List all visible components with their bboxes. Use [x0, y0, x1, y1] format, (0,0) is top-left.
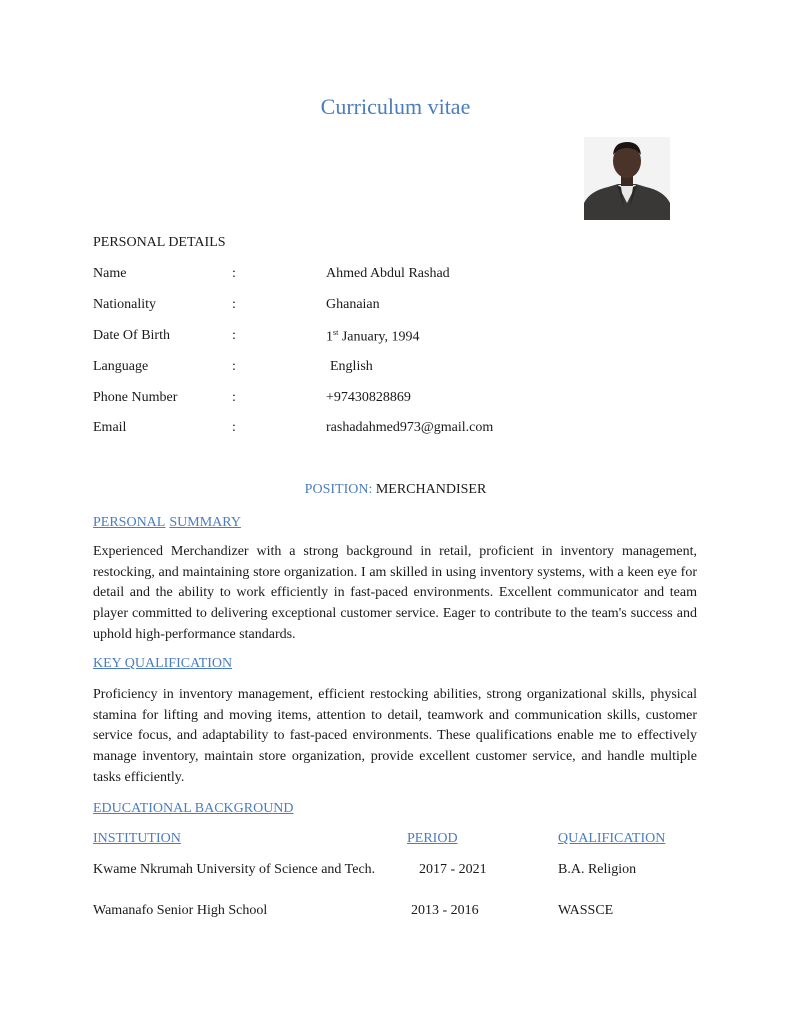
column-header-period: PERIOD [407, 831, 458, 846]
detail-value: +97430828869 [326, 390, 411, 405]
column-header-qualification: QUALIFICATION [558, 831, 666, 846]
detail-separator: : [232, 297, 236, 312]
detail-separator: : [232, 390, 236, 405]
detail-label: Email [93, 420, 127, 435]
profile-photo-image [584, 137, 670, 220]
position-label: POSITION: [304, 482, 373, 497]
key-qualification-heading: KEY QUALIFICATION [93, 656, 233, 671]
detail-value: Ahmed Abdul Rashad [326, 266, 450, 281]
qualification-paragraph: Proficiency in inventory management, efficient restocking abilities, strong organizational skills, physical stamina for lifting and moving items, attention to detail, teamwork and communication skills, customer service focus, and adaptability to fast-paced environments. These qualifications enable me to effectively manage inventory, maintain store organization, provide excellent customer service, and handle multiple tasks efficiently. [93, 687, 697, 785]
summary-paragraph: Experienced Merchandizer with a strong background in retail, proficient in inventory management, restocking, and maintaining store organization. I am skilled in using inventory systems, with a keen eye for detail and the ability to work efficiently in fast-paced environments. Excellent communicator and team player committed to delivering exceptional customer service. Eager to contribute to the team's success and uphold high-performance standards. [93, 544, 697, 642]
detail-separator: : [232, 420, 236, 435]
period-cell: 2017 - 2021 [419, 862, 487, 877]
position-value: MERCHANDISER [375, 482, 487, 497]
personal-details-heading: PERSONAL DETAILS [93, 235, 226, 250]
summary-heading-word-1: PERSONAL [93, 515, 166, 530]
dob-day: 1 [326, 329, 333, 345]
detail-separator: : [232, 328, 236, 343]
detail-value [326, 328, 419, 346]
column-header-institution: INSTITUTION [93, 831, 181, 846]
detail-value: rashadahmed973@gmail.com [326, 420, 494, 435]
institution-cell: Wamanafo Senior High School [93, 903, 268, 918]
dob-rest: January, 1994 [338, 329, 420, 345]
detail-label: Name [93, 266, 127, 281]
profile-photo [584, 137, 670, 220]
detail-label: Language [93, 359, 149, 374]
position-line [0, 482, 791, 498]
detail-label: Phone Number [93, 390, 178, 405]
detail-separator: : [232, 359, 236, 374]
period-cell: 2013 - 2016 [411, 903, 479, 918]
qualification-cell: WASSCE [558, 903, 614, 918]
detail-value: Ghanaian [326, 297, 380, 312]
education-heading: EDUCATIONAL BACKGROUND [93, 801, 294, 816]
summary-heading [93, 513, 241, 531]
detail-value: English [330, 359, 373, 374]
qualification-cell: B.A. Religion [558, 862, 637, 877]
dob-day-suffix: st [333, 328, 339, 337]
detail-label: Date Of Birth [93, 328, 170, 343]
detail-label: Nationality [93, 297, 156, 312]
summary-heading-word-2: SUMMARY [169, 515, 241, 530]
document-title: Curriculum vitae [320, 94, 471, 119]
detail-separator: : [232, 266, 236, 281]
institution-cell: Kwame Nkrumah University of Science and Tech. [93, 862, 376, 877]
